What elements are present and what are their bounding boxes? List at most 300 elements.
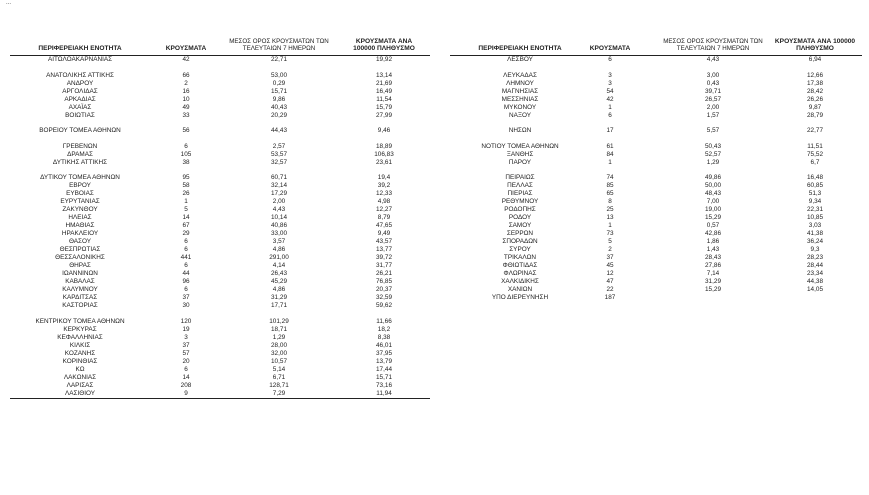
region-cell: ΑΧΑΪΑΣ (68, 103, 92, 111)
cases-cell: 6 (184, 246, 188, 253)
region-cell: ΔΥΤΙΚΟΥ ΤΟΜΕΑ ΑΘΗΝΩΝ (40, 174, 120, 181)
avg7-cell: 10,14 (271, 214, 287, 221)
table-row (10, 182, 430, 190)
avg7-cell: 60,71 (271, 174, 287, 181)
avg7-cell: 52,57 (705, 150, 721, 158)
cases-cell: 25 (606, 206, 614, 213)
per100k-cell: 18,89 (376, 142, 392, 150)
per100k-cell: 41,38 (807, 230, 823, 237)
cases-cell: 85 (606, 182, 614, 189)
region-cell: ΚΩ (75, 365, 85, 373)
row-gap (10, 135, 430, 143)
table-row (10, 214, 430, 222)
cases-cell: 5 (608, 238, 612, 245)
cases-cell: 16 (182, 87, 190, 95)
table-row (10, 238, 430, 246)
region-cell: ΞΑΝΘΗΣ (506, 150, 534, 158)
avg7-cell: 1,43 (706, 246, 720, 253)
avg7-cell: 26,57 (705, 95, 721, 103)
cases-cell: 58 (182, 182, 190, 189)
avg7-cell: 39,71 (705, 87, 721, 95)
region-cell: ΔΥΤΙΚΗΣ ΑΤΤΙΚΗΣ (52, 158, 108, 166)
avg7-cell: 4,86 (272, 246, 286, 253)
avg7-cell: 9,86 (272, 95, 286, 103)
cases-cell: 66 (182, 71, 190, 79)
region-cell: ΛΕΣΒΟΥ (507, 56, 533, 63)
cases-cell: 5 (184, 206, 188, 213)
cases-cell: 65 (606, 190, 614, 197)
avg7-cell: 33,00 (271, 230, 287, 237)
table-row (450, 286, 862, 294)
cases-cell: 1 (608, 103, 612, 111)
per100k-cell: 19,4 (377, 174, 391, 181)
table-row (450, 214, 862, 222)
avg7-cell: 4,43 (706, 56, 720, 63)
table-row (10, 96, 430, 104)
region-cell: ΦΘΙΩΤΙΔΑΣ (502, 262, 538, 269)
region-cell: ΔΡΑΜΑΣ (67, 150, 93, 158)
per100k-cell: 28,79 (807, 111, 823, 119)
table-row (10, 382, 430, 390)
per100k-cell: 11,54 (376, 95, 392, 103)
region-cell: ΚΕΡΚΥΡΑΣ (63, 325, 97, 333)
cases-cell: 1 (184, 198, 188, 205)
region-cell: ΜΑΓΝΗΣΙΑΣ (501, 87, 539, 95)
per100k-cell: 9,46 (377, 127, 391, 134)
table-row (450, 246, 862, 254)
avg7-cell: 5,14 (272, 365, 286, 373)
avg7-cell: 10,57 (271, 357, 287, 365)
top-note: ... (6, 0, 12, 6)
region-cell: ΡΟΔΟΠΗΣ (504, 206, 536, 213)
cases-cell: 9 (184, 389, 188, 397)
region-cell: ΣΠΟΡΑΔΩΝ (502, 238, 538, 245)
cases-cell: 29 (182, 230, 190, 237)
table-row (450, 238, 862, 246)
avg7-cell: 7,00 (706, 198, 720, 205)
cases-cell: 54 (606, 87, 614, 95)
cases-cell: 3 (608, 79, 612, 87)
avg7-cell: 0,29 (272, 79, 286, 87)
table-row (450, 159, 862, 167)
avg7-cell: 49,86 (705, 174, 721, 181)
cases-cell: 6 (184, 262, 188, 269)
per100k-cell: 16,49 (376, 87, 392, 95)
per100k-cell: 39,72 (376, 254, 392, 261)
row-gap (10, 310, 430, 318)
avg7-cell: 31,29 (271, 294, 287, 301)
cases-cell: 10 (182, 95, 190, 103)
region-cell: ΝΗΣΩΝ (508, 127, 532, 134)
table-row (10, 342, 430, 350)
cases-cell: 6 (608, 111, 612, 119)
header-per100k: ΚΡΟΥΣΜΑΤΑ ΑΝΑ 100000 ΠΛΗΘΥΣΜΟ (774, 38, 856, 52)
table-row (10, 246, 430, 254)
table-row (450, 56, 862, 64)
table-row (450, 182, 862, 190)
per100k-cell: 60,85 (807, 182, 823, 189)
table-row (450, 230, 862, 238)
table-row (450, 198, 862, 206)
region-cell: ΑΡΚΑΔΙΑΣ (64, 95, 96, 103)
header-avg7: ΜΕΣΟΣ ΟΡΟΣ ΚΡΟΥΣΜΑΤΩΝ ΤΩΝ ΤΕΛΕΥΤΑΙΩΝ 7 ΗΜΕΡΩΝ (663, 38, 763, 52)
avg7-cell: 22,71 (271, 56, 287, 63)
region-cell: ΒΟΙΩΤΙΑΣ (65, 111, 95, 119)
avg7-cell: 128,71 (269, 381, 289, 389)
per100k-cell: 26,26 (807, 95, 823, 103)
avg7-cell: 50,43 (705, 142, 721, 150)
avg7-cell: 4,43 (272, 206, 286, 213)
avg7-cell: 3,57 (272, 238, 286, 245)
region-cell: ΡΟΔΟΥ (508, 214, 532, 221)
table-row (10, 262, 430, 270)
per100k-cell: 22,77 (807, 127, 823, 134)
cases-cell: 22 (606, 286, 614, 293)
cases-cell: 6 (184, 365, 188, 373)
avg7-cell: 4,86 (272, 286, 286, 293)
avg7-cell: 42,86 (705, 230, 721, 237)
cases-cell: 95 (182, 174, 190, 181)
cases-cell: 12 (606, 270, 614, 277)
avg7-cell: 15,71 (271, 87, 287, 95)
region-cell: ΠΕΙΡΑΙΩΣ (505, 174, 535, 181)
per100k-cell: 23,34 (807, 270, 823, 277)
avg7-cell: 32,57 (271, 158, 287, 166)
table-row (10, 151, 430, 159)
cases-cell: 57 (182, 349, 190, 357)
table-row (10, 80, 430, 88)
per100k-cell: 28,42 (807, 87, 823, 95)
cases-cell: 49 (182, 103, 190, 111)
table-row (450, 127, 862, 135)
table-row (10, 302, 430, 310)
right-table-body (450, 56, 862, 302)
cases-cell: 3 (184, 333, 188, 341)
region-cell: ΧΑΛΚΙΔΙΚΗΣ (501, 278, 539, 285)
cases-cell: 38 (182, 158, 190, 166)
avg7-cell: 0,43 (706, 79, 720, 87)
region-cell: ΤΡΙΚΑΛΩΝ (503, 254, 537, 261)
region-cell: ΚΕΦΑΛΛΗΝΙΑΣ (57, 333, 103, 341)
region-cell: ΗΜΑΘΙΑΣ (65, 222, 95, 229)
table-row (10, 174, 430, 182)
cases-cell: 6 (184, 286, 188, 293)
header-cases: ΚΡΟΥΣΜΑΤΑ (165, 45, 207, 52)
avg7-cell: 291,00 (269, 254, 289, 261)
header-region: ΠΕΡΙΦΕΡΕΙΑΚΗ ΕΝΟΤΗΤΑ (38, 45, 122, 52)
header-region: ΠΕΡΙΦΕΡΕΙΑΚΗ ΕΝΟΤΗΤΑ (478, 45, 562, 52)
cases-cell: 187 (604, 294, 616, 301)
region-cell: ΡΕΘΥΜΝΟΥ (501, 198, 539, 205)
per100k-cell: 51,3 (808, 190, 822, 197)
per100k-cell: 11,51 (807, 142, 823, 150)
avg7-cell: 26,43 (271, 270, 287, 277)
cases-cell: 441 (180, 254, 192, 261)
cases-cell: 8 (608, 198, 612, 205)
table-row (10, 374, 430, 382)
row-gap (10, 120, 430, 128)
region-cell: ΜΕΣΣΗΝΙΑΣ (501, 95, 539, 103)
left-table-header (10, 6, 430, 55)
cases-cell: 6 (184, 142, 188, 150)
per100k-cell: 32,59 (376, 294, 392, 301)
table-row (450, 112, 862, 120)
region-cell: ΥΠΟ ΔΙΕΡΕΥΝΗΣΗ (491, 294, 549, 301)
cases-cell: 14 (182, 214, 190, 221)
per100k-cell: 36,24 (807, 238, 823, 245)
per100k-cell: 22,31 (807, 206, 823, 213)
row-gap (10, 167, 430, 175)
avg7-cell: 1,29 (272, 333, 286, 341)
region-cell: ΚΟΖΑΝΗΣ (64, 349, 96, 357)
region-cell: ΚΑΡΔΙΤΣΑΣ (62, 294, 98, 301)
cases-cell: 33 (182, 111, 190, 119)
cases-cell: 1 (608, 158, 612, 166)
avg7-cell: 28,43 (705, 254, 721, 261)
per100k-cell: 44,38 (807, 278, 823, 285)
region-cell: ΠΙΕΡΙΑΣ (507, 190, 533, 197)
left-table-body (10, 56, 430, 398)
cases-cell: 61 (606, 142, 614, 150)
per100k-cell: 43,57 (376, 238, 392, 245)
avg7-cell: 45,29 (271, 278, 287, 285)
table-row (450, 262, 862, 270)
cases-cell: 2 (184, 79, 188, 87)
table-row (10, 190, 430, 198)
region-cell: ΗΡΑΚΛΕΙΟΥ (61, 230, 99, 237)
table-row (10, 143, 430, 151)
per100k-cell: 3,03 (808, 222, 822, 229)
cases-cell: 84 (606, 150, 614, 158)
avg7-cell: 1,29 (706, 158, 720, 166)
avg7-cell: 17,29 (271, 190, 287, 197)
cases-cell: 56 (182, 127, 190, 134)
per100k-cell: 13,79 (376, 357, 392, 365)
region-cell: ΒΟΡΕΙΟΥ ΤΟΜΕΑ ΑΘΗΝΩΝ (39, 127, 121, 134)
table-row (10, 334, 430, 342)
per100k-cell: 15,79 (376, 103, 392, 111)
per100k-cell: 4,98 (377, 198, 391, 205)
avg7-cell: 1,57 (706, 111, 720, 119)
table-row (10, 88, 430, 96)
region-cell: ΣΕΡΡΩΝ (506, 230, 534, 237)
table-row (450, 80, 862, 88)
avg7-cell: 48,43 (705, 190, 721, 197)
region-cell: ΚΑΣΤΟΡΙΑΣ (62, 302, 98, 309)
per100k-cell: 12,27 (376, 206, 392, 213)
avg7-cell: 7,14 (706, 270, 720, 277)
per100k-cell: 106,83 (374, 150, 394, 158)
table-row (10, 366, 430, 374)
avg7-cell: 4,14 (272, 262, 286, 269)
table-row (450, 174, 862, 182)
row-gap (450, 64, 862, 72)
region-cell: ΚΟΡΙΝΘΙΑΣ (62, 357, 98, 365)
table-row (450, 96, 862, 104)
table-row (10, 358, 430, 366)
cases-cell: 6 (608, 56, 612, 63)
table-row (450, 278, 862, 286)
region-cell: ΛΑΚΩΝΙΑΣ (63, 373, 97, 381)
region-cell: ΚΑΒΑΛΑΣ (65, 278, 95, 285)
cases-cell: 74 (606, 174, 614, 181)
cases-cell: 45 (606, 262, 614, 269)
table-row (10, 72, 430, 80)
per100k-cell: 9,3 (810, 246, 820, 253)
cases-cell: 6 (184, 238, 188, 245)
per100k-cell: 23,61 (376, 158, 392, 166)
per100k-cell: 6,94 (808, 56, 822, 63)
row-gap (450, 135, 862, 143)
cases-cell: 120 (180, 317, 192, 325)
region-cell: ΝΟΤΙΟΥ ΤΟΜΕΑ ΑΘΗΝΩΝ (481, 142, 559, 150)
per100k-cell: 6,7 (810, 158, 820, 166)
per100k-cell: 12,66 (807, 71, 823, 79)
per100k-cell: 75,52 (807, 150, 823, 158)
table-row (10, 318, 430, 326)
table-row (10, 350, 430, 358)
table-row (10, 254, 430, 262)
per100k-cell: 73,16 (376, 381, 392, 389)
region-cell: ΘΗΡΑΣ (69, 262, 91, 269)
cases-cell: 14 (182, 373, 190, 381)
cases-cell: 42 (606, 95, 614, 103)
avg7-cell: 6,71 (272, 373, 286, 381)
cases-cell: 42 (182, 56, 190, 63)
region-cell: ΕΒΡΟΥ (69, 182, 91, 189)
region-cell: ΚΑΛΥΜΝΟΥ (62, 286, 98, 293)
right-table (450, 6, 862, 302)
avg7-cell: 20,29 (271, 111, 287, 119)
table-row (450, 104, 862, 112)
per100k-cell: 9,34 (808, 198, 822, 205)
region-cell: ΖΑΚΥΝΘΟΥ (62, 206, 98, 213)
per100k-cell: 13,14 (376, 71, 392, 79)
region-cell: ΣΑΜΟΥ (508, 222, 532, 229)
per100k-cell: 27,99 (376, 111, 392, 119)
cases-cell: 19 (182, 325, 190, 333)
table-row (10, 112, 430, 120)
cases-cell: 13 (606, 214, 614, 221)
avg7-cell: 28,00 (271, 341, 287, 349)
region-cell: ΑΝΑΤΟΛΙΚΗΣ ΑΤΤΙΚΗΣ (46, 71, 114, 79)
per100k-cell: 9,87 (808, 103, 822, 111)
region-cell: ΧΑΝΙΩΝ (507, 286, 533, 293)
table-row (450, 88, 862, 96)
table-row (10, 198, 430, 206)
per100k-cell: 15,71 (376, 373, 392, 381)
table-row (10, 230, 430, 238)
cases-cell: 105 (180, 150, 192, 158)
avg7-cell: 101,29 (269, 317, 289, 325)
avg7-cell: 7,29 (272, 389, 286, 397)
region-cell: ΜΥΚΟΝΟΥ (503, 103, 537, 111)
per100k-cell: 12,33 (376, 190, 392, 197)
table-row (10, 326, 430, 334)
avg7-cell: 31,29 (705, 278, 721, 285)
avg7-cell: 40,43 (271, 103, 287, 111)
avg7-cell: 3,00 (706, 71, 720, 79)
cases-cell: 30 (182, 302, 190, 309)
header-per100k: ΚΡΟΥΣΜΑΤΑ ΑΝΑ 100000 ΠΛΗΘΥΣΜΟ (353, 38, 415, 52)
per100k-cell: 13,77 (376, 246, 392, 253)
region-cell: ΘΕΣΠΡΩΤΙΑΣ (59, 246, 101, 253)
avg7-cell: 53,00 (271, 71, 287, 79)
avg7-cell: 17,71 (271, 302, 287, 309)
region-cell: ΠΑΡΟΥ (508, 158, 532, 166)
region-cell: ΚΙΛΚΙΣ (69, 341, 91, 349)
per100k-cell: 16,48 (807, 174, 823, 181)
left-table (10, 6, 430, 399)
cases-cell: 37 (182, 294, 190, 301)
cases-cell: 17 (606, 127, 614, 134)
avg7-cell: 53,57 (271, 150, 287, 158)
region-cell: ΝΑΞΟΥ (508, 111, 532, 119)
table-row (10, 222, 430, 230)
region-cell: ΛΑΣΙΘΙΟΥ (64, 389, 96, 397)
per100k-cell: 39,2 (377, 182, 391, 189)
cases-cell: 37 (182, 341, 190, 349)
avg7-cell: 32,00 (271, 349, 287, 357)
avg7-cell: 50,00 (705, 182, 721, 189)
cases-cell: 26 (182, 190, 190, 197)
region-cell: ΛΕΥΚΑΔΑΣ (503, 71, 537, 79)
region-cell: ΚΕΝΤΡΙΚΟΥ ΤΟΜΕΑ ΑΘΗΝΩΝ (35, 317, 125, 325)
avg7-cell: 27,86 (705, 262, 721, 269)
header-cases: ΚΡΟΥΣΜΑΤΑ (589, 45, 631, 52)
region-cell: ΕΥΒΟΙΑΣ (66, 190, 94, 197)
per100k-cell: 20,37 (376, 286, 392, 293)
avg7-cell: 15,29 (705, 214, 721, 221)
table-row (10, 127, 430, 135)
table-row (450, 72, 862, 80)
cases-cell: 2 (608, 246, 612, 253)
table-row (10, 286, 430, 294)
cases-cell: 37 (606, 254, 614, 261)
per100k-cell: 47,65 (376, 222, 392, 229)
region-cell: ΘΑΣΟΥ (68, 238, 92, 245)
avg7-cell: 40,86 (271, 222, 287, 229)
per100k-cell: 17,38 (807, 79, 823, 87)
per100k-cell: 8,79 (377, 214, 391, 221)
region-cell: ΦΛΩΡΙΝΑΣ (503, 270, 537, 277)
row-gap (450, 167, 862, 175)
table-row (10, 159, 430, 167)
region-cell: ΛΑΡΙΣΑΣ (66, 381, 94, 389)
table-row (450, 151, 862, 159)
cases-cell: 96 (182, 278, 190, 285)
row-gap (450, 120, 862, 128)
cases-cell: 20 (182, 357, 190, 365)
table-row (10, 278, 430, 286)
per100k-cell: 37,95 (376, 349, 392, 357)
per100k-cell: 21,69 (376, 79, 392, 87)
region-cell: ΙΩΑΝΝΙΝΩΝ (62, 270, 98, 277)
table-row (450, 222, 862, 230)
table-row (10, 56, 430, 64)
cases-cell: 1 (608, 222, 612, 229)
avg7-cell: 32,14 (271, 182, 287, 189)
per100k-cell: 14,05 (807, 286, 823, 293)
per100k-cell: 26,21 (376, 270, 392, 277)
table-row (450, 206, 862, 214)
cases-cell: 47 (606, 278, 614, 285)
cases-cell: 3 (608, 71, 612, 79)
region-cell: ΑΝΔΡΟΥ (66, 79, 94, 87)
per100k-cell: 10,85 (807, 214, 823, 221)
per100k-cell: 28,44 (807, 262, 823, 269)
region-cell: ΓΡΕΒΕΝΩΝ (62, 142, 98, 150)
